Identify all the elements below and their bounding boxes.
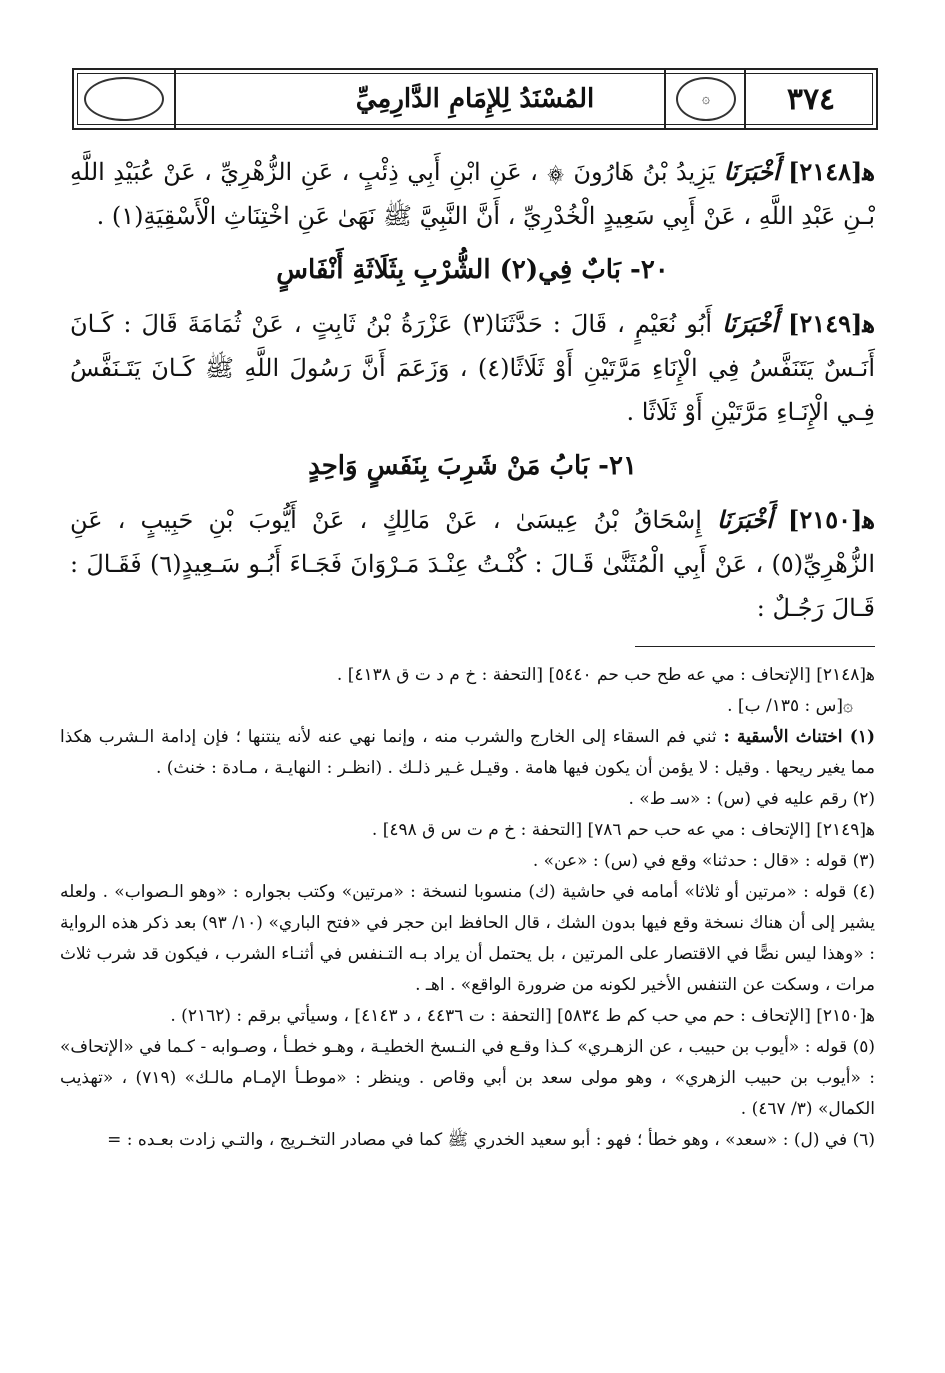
footnote-folio-ref: ۞[س : ١٣٥/ ب] . xyxy=(727,696,853,716)
ornament-right xyxy=(664,70,746,128)
footnote-4: (٤) قوله : «مرتين أو ثلاثا» أمامه في حاشية (ك) منسوبا لنسخة : «مرتين» وكتب بجواره : «وهو الـصواب» . ولعله يشير إلى أن هناك نسخة وقع فيها بدون الشك ، قال الحافظ ابن حجر في «فتح الباري» (١٠/ ٩٣) بعد ذكر هذه الرواية : «وهذا ليس نصًّا في الاقتصار على المرتين ، بل يحتمل أن يراد بـه التـنفس في أثنـاء الشرب ، فيكون قد شرب ثلاث مرات ، وسكت عن التنفس الأخير لكونه من ضرورة الواقع» . اهـ . xyxy=(60,882,875,995)
footnote-divider xyxy=(635,646,875,647)
akhbarana-word: أَخْبَرَنَا xyxy=(722,309,779,338)
hadith-number: ﻫ[٢١٥٠] xyxy=(788,505,875,534)
main-text xyxy=(70,150,875,630)
footnotes xyxy=(60,660,875,1156)
hadith-text: أَبُو نُعَيْمٍ ، قَالَ : حَدَّثَنَا(٣) عَزْرَةُ بْنُ ثَابِتٍ ، عَنْ ثُمَامَةَ قَالَ : كَـانَ أَنَـسٌ يَتَنَفَّسُ فِي الْإِنَاءِ مَرَّتَيْنِ أَوْ ثَلَاثًا(٤) ، وَزَعَمَ أَنَّ رَسُولَ اللَّهِ ﷺ كَـانَ يَتَـنَفَّسُ فِـي الْإِنَـاءِ مَرَّتَيْنِ أَوْ ثَلَاثًا . xyxy=(70,310,875,426)
running-title: المُسْنَدُ لِلإِمَامِ الدَّارِمِيِّ xyxy=(355,84,595,114)
hadith-text: إِسْحَاقُ بْنُ عِيسَىٰ ، عَنْ مَالِكٍ ، عَنْ أَيُّوبَ بْنِ حَبِيبٍ ، عَنِ الزُّهْرِيِّ(٥) ، عَنْ أَبِي الْمُثَنَّىٰ قَـالَ : كُنْـتُ عِنْـدَ مَـرْوَانَ فَجَـاءَ أَبُـو سَـعِيدٍ(٦) فَقَـالَ : قَـالَ رَجُـلٌ : xyxy=(70,506,875,622)
hadith-number: ﻫ[٢١٤٨] xyxy=(788,157,875,186)
footnote-text: ثني فم السقاء إلى الخارج والشرب منه ، وإنما نهي عنه لأنه ينتنها ؛ فإن إدامة الـشرب هكذا مما يغير ريحها . وقيل : لا يؤمن أن يكون فيها هامة . وقيـل غـير ذلـك . (انظـر : النهايـة ، مـادة : خنث) . xyxy=(60,727,875,778)
footnote-takhrij-2148: ﻫ[٢١٤٨] [الإتحاف : مي عه طح حب حم ٥٤٤٠] [التحفة : خ م د ت ق ٤١٣٨] . xyxy=(336,665,875,685)
footnote-5: (٥) قوله : «أيوب بن حبيب ، عن الزهـري» كـذا وقـع في النـسخ الخطيـة ، وهـو خطـأ ، وصـوابه - كـما في «الإتحاف» : «أيوب بن حبيب الزهري» ، وهو مولى سعد بن أبي وقاص . وينظر : «موطـأ الإمـام مالـك» (٧١٩) ، «تهذيب الكمال» (٣/ ٤٦٧) . xyxy=(60,1037,876,1119)
akhbarana-word: أَخْبَرَنَا xyxy=(723,157,780,186)
footnote-takhrij-2149: ﻫ[٢١٤٩] [الإتحاف : مي عه حب حم ٧٨٦] [التحفة : خ م ت س ق ٤٩٨] . xyxy=(371,820,875,840)
hadith-text: يَزِيدُ بْنُ هَارُونَ ۞ ، عَنِ ابْنِ أَبِي ذِئْبٍ ، عَنِ الزُّهْرِيِّ ، عَنْ عُبَيْدِ اللَّهِ بْـنِ عَبْدِ اللَّهِ ، عَنْ أَبِي سَعِيدٍ الْخُدْرِيِّ ، أَنَّ النَّبِيَّ ﷺ نَهَىٰ عَنِ اخْتِنَاثِ الْأَسْقِيَةِ(١) . xyxy=(70,158,875,230)
emblem xyxy=(74,70,176,128)
page-number: ٣٧٤ xyxy=(786,81,836,117)
footnote-term: (١) اختناث الأسقية : xyxy=(723,727,875,747)
hadith-2148 xyxy=(70,150,875,238)
chapter-heading-20: ٢٠- بَابٌ فِي(٢) الشُّرْبِ بِثَلَاثَةِ أَنْفَاسٍ xyxy=(276,255,669,285)
footnote-takhrij-2150: ﻫ[٢١٥٠] [الإتحاف : حم مي حب كم ط ٥٨٣٤] [التحفة : ت ٤٤٣٦ ، د ٤١٤٣] ، وسيأتي برقم : (٢١٦٢) . xyxy=(170,1006,875,1026)
hadith-2150 xyxy=(70,498,875,630)
page-number-box xyxy=(744,70,876,128)
emblem-seal-icon xyxy=(84,77,164,121)
chapter-heading-21: ٢١- بَابُ مَنْ شَرِبَ بِنَفَسٍ وَاحِدٍ xyxy=(308,451,637,481)
footnote-3: (٣) قوله : «قال : حدثنا» وقع في (س) : «عن» . xyxy=(532,851,875,871)
hadith-2149 xyxy=(70,302,875,434)
footnote-1 xyxy=(60,722,875,784)
ornament-icon: ۞ xyxy=(676,77,736,121)
footnote-2: (٢) رقم عليه في (س) : «سـ ط» . xyxy=(628,789,875,809)
akhbarana-word: أَخْبَرَنَا xyxy=(716,505,773,534)
hadith-number: ﻫ[٢١٤٩] xyxy=(788,309,875,338)
footnote-6: (٦) في (ل) : «سعد» ، وهو خطأ ؛ فهو : أبو سعيد الخدري ﷺ كما في مصادر التخـريج ، والتـي زادت بعـده : = xyxy=(107,1130,875,1150)
page-header xyxy=(72,68,878,130)
